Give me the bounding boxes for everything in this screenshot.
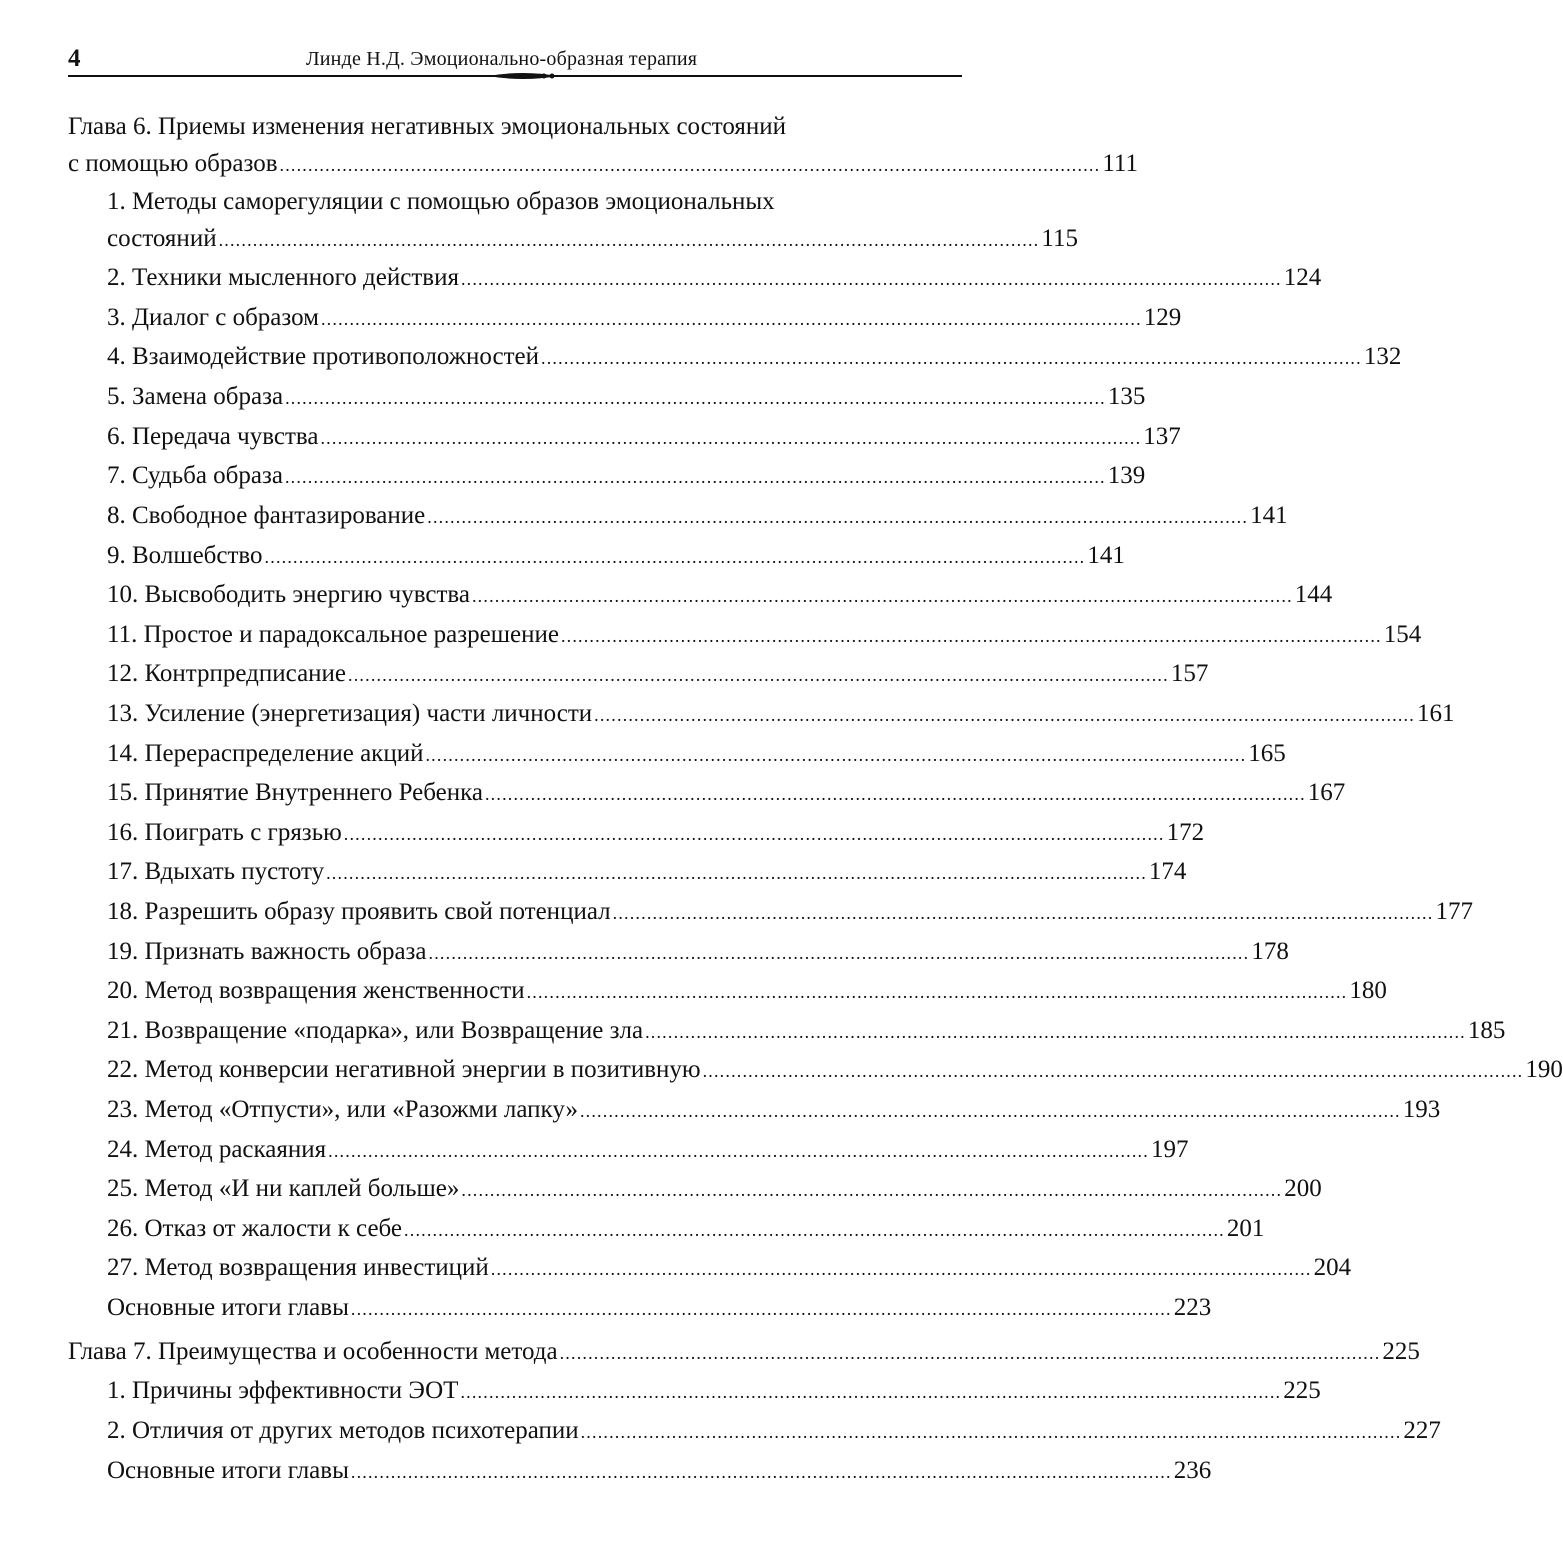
- toc-entry-page: 141: [1250, 502, 1288, 529]
- dot-leader: ................................................................................................................................................: [526, 982, 1348, 1002]
- toc-entry-page: 225: [1283, 1377, 1321, 1404]
- dot-leader: ................................................................................................................................................: [404, 1220, 1225, 1240]
- dot-leader: ................................................................................................................................................: [428, 943, 1250, 963]
- dot-leader: ................................................................................................................................................: [541, 348, 1362, 368]
- toc-entry-title: 8. Свободное фантазирование: [107, 502, 426, 529]
- toc-entry-page: 227: [1403, 1417, 1441, 1444]
- dot-leader: ................................................................................................................................................: [218, 230, 1040, 250]
- toc-entry-title: 24. Метод раскаяния: [107, 1136, 327, 1163]
- toc-entry-page: 135: [1107, 383, 1146, 410]
- toc-entry-title: 15. Принятие Внутреннего Ребенка: [107, 779, 483, 806]
- toc-entry-page: 193: [1402, 1096, 1441, 1123]
- toc-entry-page: 178: [1251, 938, 1289, 965]
- toc-entry: [107, 657, 1209, 691]
- toc-entry-page: 141: [1087, 542, 1125, 569]
- toc-entry-page: 154: [1383, 621, 1422, 648]
- dot-leader: ................................................................................................................................................: [350, 1299, 1172, 1319]
- toc-entry-page: 161: [1416, 700, 1455, 727]
- toc-entry-title: Основные итоги главы: [107, 1294, 349, 1321]
- toc-entry: [107, 222, 1078, 256]
- toc-entry: [107, 935, 1289, 969]
- toc-entry-page: 144: [1294, 581, 1333, 608]
- dot-leader: ................................................................................................................................................: [594, 705, 1415, 725]
- toc-entry: [107, 974, 1387, 1008]
- toc-entry: [107, 895, 1473, 929]
- toc-entry-title: 7. Судьба образа: [107, 462, 283, 489]
- dot-leader: ................................................................................................................................................: [425, 745, 1247, 765]
- toc-entry: [107, 1414, 1441, 1448]
- dot-leader: ................................................................................................................................................: [560, 626, 1382, 646]
- toc-entry-page: 124: [1283, 264, 1322, 291]
- toc-entry: [107, 1133, 1189, 1167]
- toc-entry: [107, 1212, 1265, 1246]
- toc-entry-title: 16. Поиграть с грязью: [107, 819, 342, 846]
- toc-entry: [107, 1014, 1506, 1048]
- toc-summary: [107, 1291, 1212, 1325]
- dot-leader: ................................................................................................................................................: [471, 586, 1293, 606]
- dot-leader: ................................................................................................................................................: [320, 428, 1142, 448]
- toc-entry-page: 165: [1248, 740, 1286, 767]
- toc-chapter6: [68, 147, 1138, 181]
- toc-entry-title: 22. Метод конверсии негативной энергии в позитивную: [107, 1056, 701, 1083]
- toc-entry-page: 174: [1148, 858, 1187, 885]
- toc-entry: [107, 1172, 1322, 1206]
- running-title: Линде Н.Д. Эмоционально-образная терапия: [306, 48, 698, 70]
- toc-entry-title: 6. Передача чувства: [107, 423, 319, 450]
- toc-entry: [107, 1251, 1352, 1285]
- toc-entry-title: Основные итоги главы: [107, 1457, 349, 1484]
- toc-entry: [107, 261, 1322, 295]
- toc-entry: [107, 301, 1182, 335]
- toc-entry-title: 14. Перераспределение акций: [107, 740, 424, 767]
- toc-entry-title: Глава 7. Преимущества и особенности метода: [68, 1338, 558, 1365]
- toc-entry-title: 20. Метод возвращения женственности: [107, 977, 525, 1004]
- page-number: 4: [68, 45, 81, 72]
- toc-entry-page: 167: [1307, 779, 1346, 806]
- dot-leader: ................................................................................................................................................: [702, 1061, 1524, 1081]
- dot-leader: ................................................................................................................................................: [460, 1382, 1282, 1402]
- toc-entry: [107, 578, 1333, 612]
- toc-entry-title: 12. Контрпредписание: [107, 660, 347, 687]
- toc-entry-title: с помощью образов: [68, 150, 278, 177]
- ch6-item1-title-line1: 1. Методы саморегуляции с помощью образов эмоциональных: [107, 188, 775, 215]
- toc-entry-page: 190: [1525, 1056, 1563, 1083]
- toc-entry: [107, 1093, 1441, 1127]
- toc-entry-title: 21. Возвращение «подарка», или Возвращение зла: [107, 1017, 644, 1044]
- toc-entry-title: 3. Диалог с образом: [107, 304, 319, 331]
- toc-entry-page: 200: [1284, 1175, 1322, 1202]
- toc-entry: [107, 1374, 1321, 1408]
- toc-entry-title: 17. Вдыхать пустоту: [107, 858, 325, 885]
- dot-leader: ................................................................................................................................................: [328, 1141, 1149, 1161]
- toc-entry-page: 225: [1382, 1338, 1420, 1365]
- dot-leader: ................................................................................................................................................: [279, 155, 1101, 175]
- toc-entry-page: 129: [1143, 304, 1182, 331]
- toc-entry-page: 197: [1150, 1136, 1189, 1163]
- page-header: [68, 44, 962, 74]
- toc-entry-title: 18. Разрешить образу проявить свой потенциал: [107, 898, 611, 925]
- toc-entry-page: 236: [1173, 1457, 1212, 1484]
- toc-entry-title: 5. Замена образа: [107, 383, 284, 410]
- dot-leader: ................................................................................................................................................: [326, 863, 1147, 883]
- toc-entry-title: 2. Техники мысленного действия: [107, 264, 459, 291]
- toc-entry: [107, 855, 1187, 889]
- toc-entry: [107, 420, 1181, 454]
- toc-entry-page: 139: [1107, 462, 1146, 489]
- dot-leader: ................................................................................................................................................: [350, 1462, 1172, 1482]
- toc-entry: [107, 340, 1402, 374]
- dot-leader: ................................................................................................................................................: [348, 665, 1169, 685]
- toc-entry: [107, 737, 1286, 771]
- dot-leader: ................................................................................................................................................: [343, 824, 1165, 844]
- toc-entry-title: 2. Отличия от других методов психотерапии: [107, 1417, 579, 1444]
- toc-entry: [107, 539, 1125, 573]
- toc-entry-title: 4. Взаимодействие противоположностей: [107, 343, 540, 370]
- toc-entry-page: 115: [1041, 225, 1078, 252]
- toc-entry: [107, 776, 1346, 810]
- dot-leader: ................................................................................................................................................: [559, 1343, 1381, 1363]
- toc-entry-page: 204: [1313, 1254, 1352, 1281]
- toc-chapter7: [68, 1335, 1420, 1369]
- dot-leader: ................................................................................................................................................: [460, 269, 1282, 289]
- chapter6-title-line1: Глава 6. Приемы изменения негативных эмоциональных состояний: [68, 113, 787, 140]
- dot-leader: ................................................................................................................................................: [490, 1259, 1312, 1279]
- dot-leader: ................................................................................................................................................: [645, 1022, 1466, 1042]
- toc-entry-title: состояний: [107, 225, 217, 252]
- toc-entry-title: 10. Высвободить энергию чувства: [107, 581, 470, 608]
- dot-leader: ................................................................................................................................................: [461, 1180, 1283, 1200]
- toc-entry-page: 172: [1166, 819, 1205, 846]
- toc-entry-title: 27. Метод возвращения инвестиций: [107, 1254, 489, 1281]
- dot-leader: ................................................................................................................................................: [320, 309, 1142, 329]
- toc-entry-page: 132: [1363, 343, 1402, 370]
- toc-entry-page: 201: [1226, 1215, 1265, 1242]
- toc-entry-title: 25. Метод «И ни каплей больше»: [107, 1175, 460, 1202]
- dot-leader: ................................................................................................................................................: [285, 388, 1106, 408]
- dot-leader: ................................................................................................................................................: [580, 1422, 1402, 1442]
- dot-leader: ................................................................................................................................................: [427, 507, 1249, 527]
- toc-entry-title: 9. Волшебство: [107, 542, 263, 569]
- dot-leader: ................................................................................................................................................: [579, 1101, 1401, 1121]
- toc-entry-title: 13. Усиление (энергетизация) части личности: [107, 700, 593, 727]
- toc-entry: [107, 697, 1455, 731]
- dot-leader: ................................................................................................................................................: [284, 467, 1106, 487]
- toc-entry-title: 26. Отказ от жалости к себе: [107, 1215, 403, 1242]
- toc-entry-title: 19. Признать важность образа: [107, 938, 427, 965]
- toc-entry-title: 1. Причины эффективности ЭОТ: [107, 1377, 459, 1404]
- toc-entry: [107, 1053, 1563, 1087]
- toc-entry-page: 111: [1102, 150, 1138, 177]
- toc-entry: [107, 380, 1146, 414]
- toc-entry-page: 185: [1467, 1017, 1506, 1044]
- toc-entry-page: 137: [1143, 423, 1181, 450]
- toc-entry: [107, 816, 1205, 850]
- toc-summary: [107, 1454, 1212, 1488]
- toc-entry: [107, 499, 1288, 533]
- dot-leader: ................................................................................................................................................: [264, 547, 1086, 567]
- toc-entry-title: 23. Метод «Отпусти», или «Разожми лапку»: [107, 1096, 578, 1123]
- toc-entry-page: 177: [1435, 898, 1473, 925]
- toc-entry: [107, 459, 1146, 493]
- toc-entry-page: 180: [1349, 977, 1387, 1004]
- toc-entry-page: 157: [1170, 660, 1209, 687]
- rule-ornament-icon: [488, 71, 558, 81]
- toc-entry-title: 11. Простое и парадоксальное разрешение: [107, 621, 559, 648]
- dot-leader: ................................................................................................................................................: [612, 903, 1434, 923]
- toc-entry: [107, 618, 1422, 652]
- toc-entry-page: 223: [1173, 1294, 1212, 1321]
- dot-leader: ................................................................................................................................................: [484, 784, 1306, 804]
